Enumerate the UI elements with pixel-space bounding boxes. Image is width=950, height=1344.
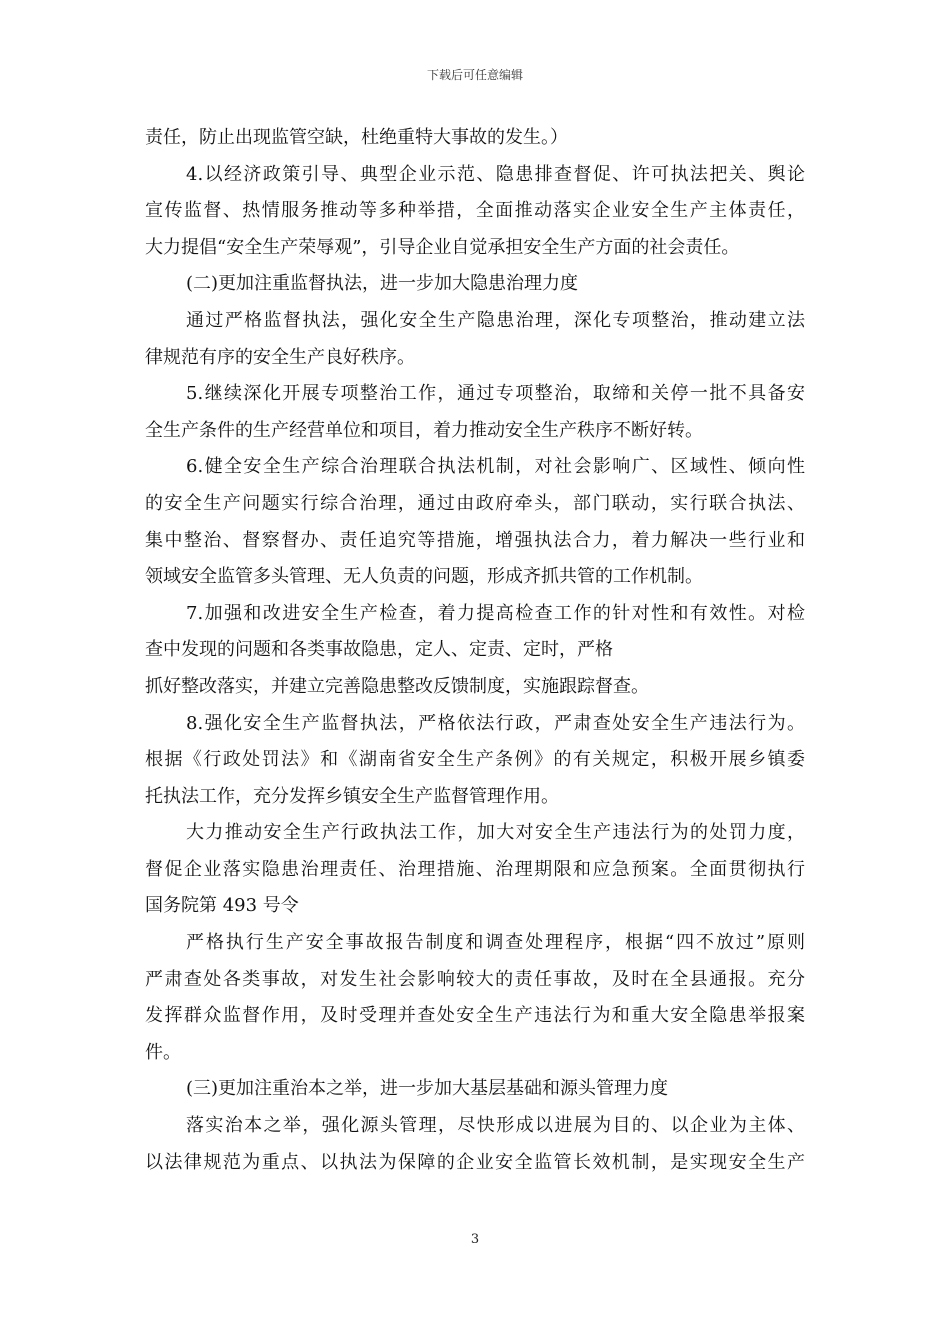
paragraph-line: 责任，防止出现监管空缺，杜绝重特大事故的发生。） — [145, 127, 568, 148]
paragraph-line: 发挥群众监督作用，及时受理并查处安全生产违法行为和重大安全隐患举报案 — [145, 1005, 805, 1027]
paragraph-line: 国务院第 493 号令 — [145, 895, 299, 917]
paragraph-line: 5.继续深化开展专项整治工作，通过专项整治，取缔和关停一批不具备安 — [186, 383, 805, 405]
paragraph-line: 以法律规范为重点、以执法为保障的企业安全监管长效机制，是实现安全生产 — [145, 1151, 805, 1173]
paragraph-line: 大力推动安全生产行政执法工作，加大对安全生产违法行为的处罚力度， — [186, 822, 805, 844]
paragraph-line: 件。 — [145, 1041, 181, 1063]
paragraph-line: 督促企业落实隐患治理责任、治理措施、治理期限和应急预案。全面贯彻执行 — [145, 858, 805, 880]
paragraph-line: 7.加强和改进安全生产检查，着力提高检查工作的针对性和有效性。对检 — [186, 602, 805, 624]
paragraph-line: 律规范有序的安全生产良好秩序。 — [145, 346, 415, 368]
paragraph-line: 领域安全监管多头管理、无人负责的问题，形成齐抓共管的工作机制。 — [145, 566, 703, 588]
document-body — [145, 120, 805, 1181]
paragraph-line: 查中发现的问题和各类事故隐患，定人、定责、定时，严格 — [145, 639, 613, 661]
paragraph-line: 严格执行生产安全事故报告制度和调查处理程序，根据“四不放过”原则 — [186, 932, 805, 954]
paragraph-line: 全生产条件的生产经营单位和项目，着力推动安全生产秩序不断好转。 — [145, 419, 703, 441]
paragraph-line: 宣传监督、热情服务推动等多种举措，全面推动落实企业安全生产主体责任， — [145, 200, 805, 222]
paragraph-line: 大力提倡“安全生产荣辱观”，引导企业自觉承担安全生产方面的社会责任。 — [145, 236, 740, 258]
paragraph-line: 8.强化安全生产监督执法，严格依法行政，严肃查处安全生产违法行为。 — [186, 712, 805, 734]
paragraph-line: 4.以经济政策引导、典型企业示范、隐患排查督促、许可执法把关、舆论 — [186, 163, 805, 185]
section-heading: (二)更加注重监督执法，进一步加大隐患治理力度 — [186, 273, 579, 295]
paragraph-line: 根据《行政处罚法》和《湖南省安全生产条例》的有关规定，积极开展乡镇委 — [145, 749, 805, 771]
paragraph-line: 落实治本之举，强化源头管理，尽快形成以进展为目的、以企业为主体、 — [186, 1115, 805, 1137]
paragraph-line: 集中整治、督察督办、责任追究等措施，增强执法合力，着力解决一些行业和 — [145, 529, 805, 551]
paragraph-line: 抓好整改落实，并建立完善隐患整改反馈制度，实施跟踪督查。 — [145, 675, 649, 697]
paragraph-line: 托执法工作，充分发挥乡镇安全生产监督管理作用。 — [145, 785, 559, 807]
paragraph-line: 通过严格监督执法，强化安全生产隐患治理，深化专项整治，推动建立法 — [186, 309, 805, 331]
paragraph-line: 的安全生产问题实行综合治理，通过由政府牵头，部门联动，实行联合执法、 — [145, 492, 805, 514]
section-heading: (三)更加注重治本之举，进一步加大基层基础和源头管理力度 — [186, 1078, 669, 1100]
paragraph-line: 严肃查处各类事故，对发生社会影响较大的责任事故，及时在全县通报。充分 — [145, 968, 805, 990]
paragraph-line: 6.健全安全生产综合治理联合执法机制，对社会影响广、区域性、倾向性 — [186, 456, 805, 478]
page-number: 3 — [470, 1232, 480, 1247]
page-header: 下载后可任意编辑 — [426, 68, 523, 82]
